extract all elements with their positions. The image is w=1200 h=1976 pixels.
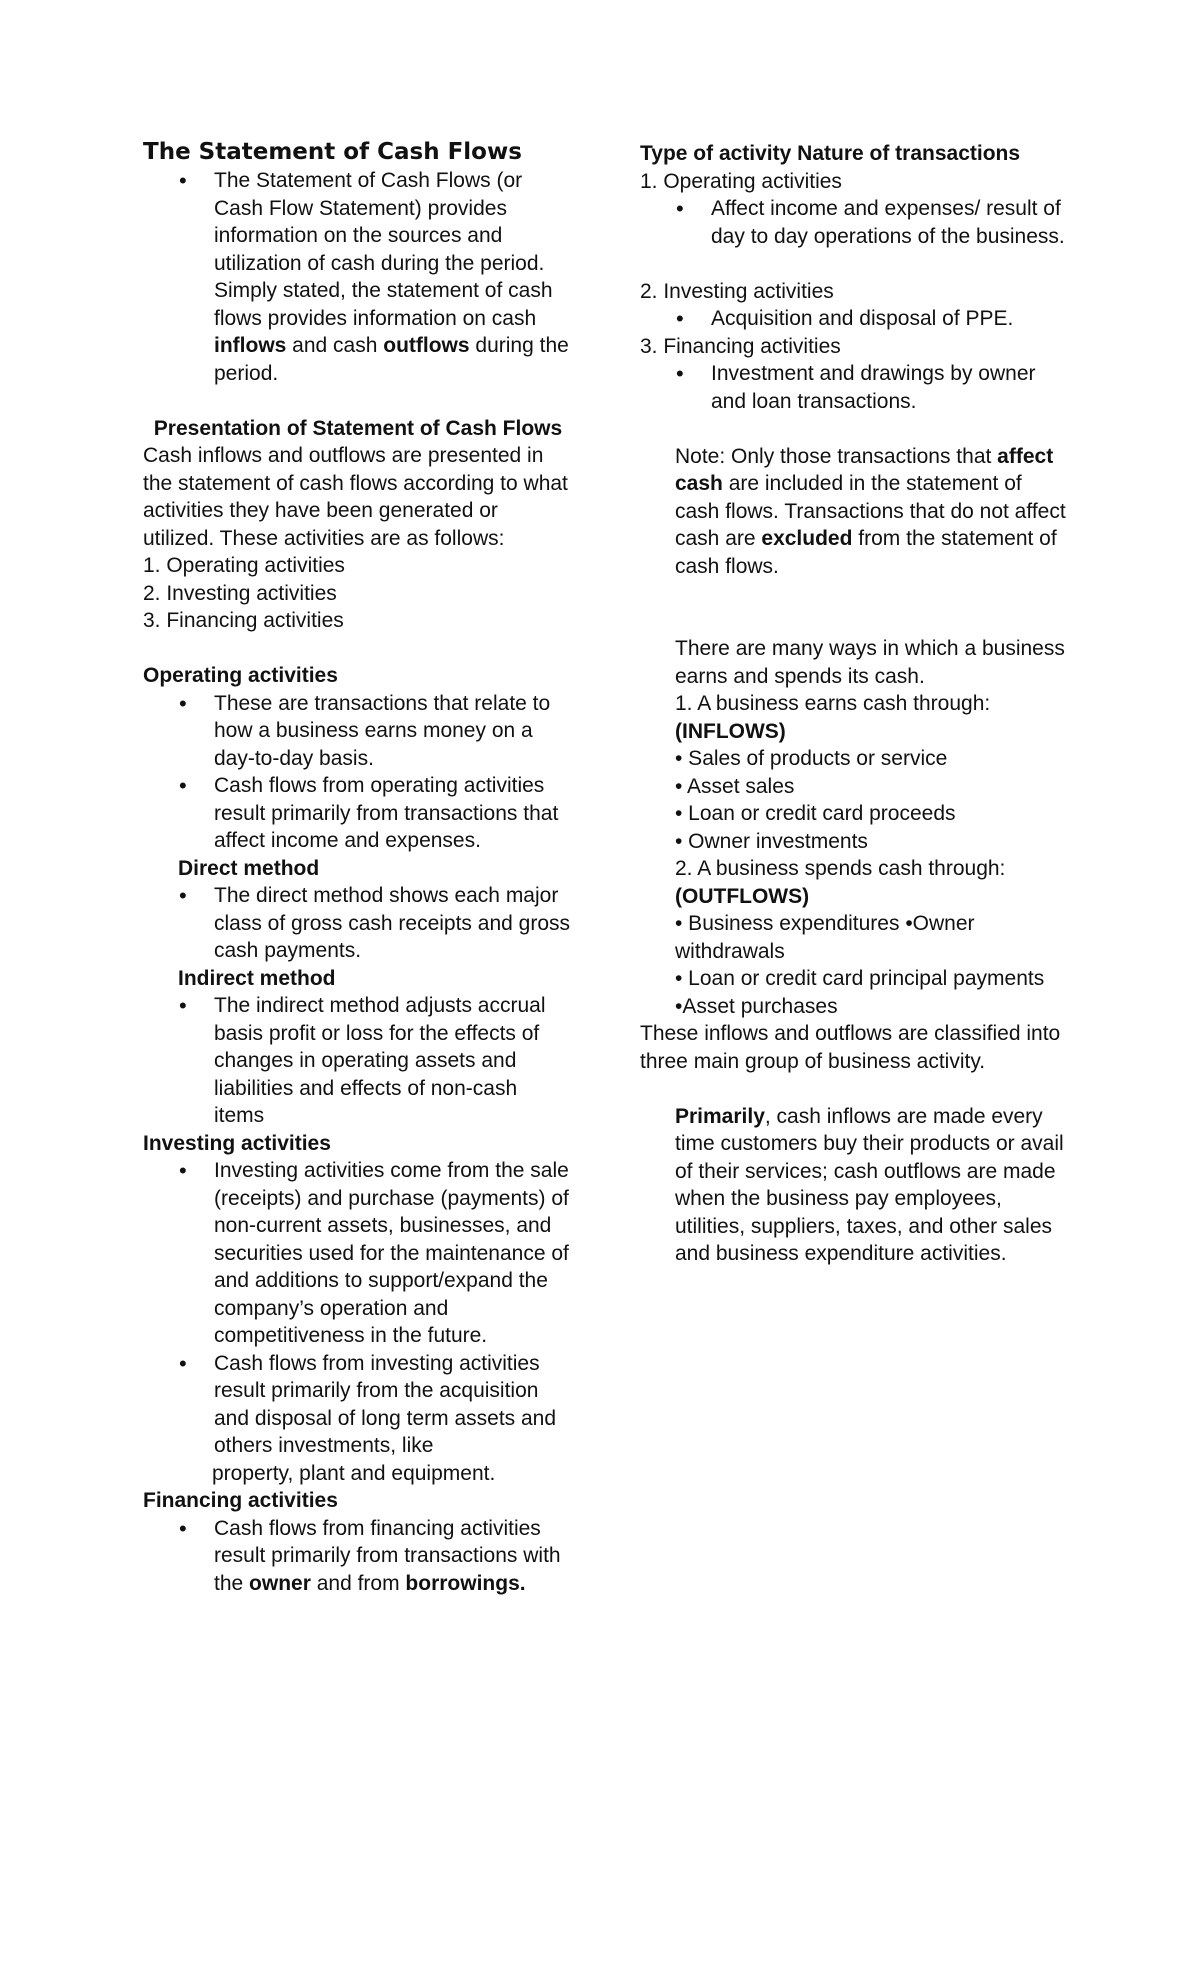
presentation-text: Cash inflows and outflows are presented in the statement of cash flows according to what activities they have been generated or utilized. These activities are as follows: — [143, 444, 568, 550]
ways-intro: There are many ways in which a business earns and spends its cash. — [675, 637, 1065, 688]
indirect-method-heading: Indirect method — [178, 966, 336, 990]
cash-ways-block — [640, 635, 1070, 1020]
operating-heading: Operating activities — [143, 664, 338, 687]
op-list — [640, 195, 1070, 250]
investing-bullet: • Investing activities come from the sale (receipts) and purchase (payments) of non-current assets, businesses, and securities used for the maintenance of and additions to support/expand the company’s operation and competitiveness in the future. — [214, 1157, 573, 1350]
note-paragraph: Note: Only those transactions that affect cash are included in the statement of cash flows. Transactions that do not affect cash are excluded from the statement of cash flows. — [675, 444, 1066, 578]
direct-bullet: • The direct method shows each major class of gross cash receipts and gross cash payments. — [214, 882, 573, 965]
financing-bullet: • Cash flows from financing activities result primarily from transactions with the owner and from borrowings. — [214, 1515, 573, 1598]
type-of-activity-heading: Type of activity Nature of transactions — [640, 142, 1021, 165]
direct-method-heading: Direct method — [178, 856, 320, 880]
activities-item-2: 2. Investing activities — [143, 581, 337, 605]
operating-bullet: • These are transactions that relate to how a business earns money on a day-to-day basis. — [214, 690, 573, 773]
operating-label: 1. Operating activities — [640, 169, 842, 193]
financing-label: 3. Financing activities — [640, 334, 841, 358]
left-column — [143, 140, 573, 1597]
indirect-bullet: • The indirect method adjusts accrual basis profit or loss for the effects of changes in operating assets and liabilities and effects of non-cash items — [214, 992, 573, 1130]
outflow-item: • Loan or credit card principal payments — [675, 967, 1045, 990]
inv-bullet: • Acquisition and disposal of PPE. — [711, 305, 1070, 333]
outflow-item: •Asset purchases — [675, 994, 838, 1018]
investing-list — [143, 1157, 573, 1460]
presentation-heading: Presentation of Statement of Cash Flows — [153, 416, 563, 440]
indirect-list — [143, 992, 573, 1130]
operating-list — [143, 690, 573, 855]
financing-list — [143, 1515, 573, 1598]
spends-label: 2. A business spends cash through: — [675, 857, 1006, 880]
intro-bullet: • The Statement of Cash Flows (or Cash Flow Statement) provides information on the sources and utilization of cash during the period. Simply stated, the statement of cash flows provides information on cash inflows and cash outflows during the period. — [214, 167, 573, 387]
primarily-paragraph: Primarily, cash inflows are made every time customers buy their products or avail of their services; cash outflows are made when the business pay employees, utilities, suppliers, taxes, and other sales and business expenditure activities. — [675, 1104, 1064, 1265]
intro-list — [143, 167, 573, 387]
outflows-label: (OUTFLOWS) — [675, 884, 810, 908]
activities-item-3: 3. Financing activities — [143, 609, 344, 632]
financing-heading: Financing activities — [143, 1489, 338, 1512]
right-column — [640, 140, 1070, 1268]
investing-heading: Investing activities — [143, 1131, 331, 1155]
direct-list — [143, 882, 573, 965]
fin-bullet: • Investment and drawings by owner and loan transactions. — [711, 360, 1070, 415]
activities-item-1: 1. Operating activities — [143, 554, 345, 577]
investing-tail: property, plant and equipment. — [212, 1461, 496, 1485]
outflow-item: • Business expenditures •Owner withdrawals — [675, 912, 975, 963]
inflow-item: • Sales of products or service — [675, 747, 948, 770]
op-bullet: • Affect income and expenses/ result of day to day operations of the business. — [711, 195, 1070, 250]
inflow-item: • Loan or credit card proceeds — [675, 802, 956, 825]
inflow-item: • Asset sales — [675, 774, 795, 798]
investing-bullet: • Cash flows from investing activities result primarily from the acquisition and disposal of long term assets and others investments, like — [214, 1350, 573, 1460]
inv-list — [640, 305, 1070, 333]
earns-label: 1. A business earns cash through: — [675, 692, 991, 715]
fin-list — [640, 360, 1070, 415]
investing-label: 2. Investing activities — [640, 279, 834, 303]
inflow-item: • Owner investments — [675, 829, 868, 853]
document-title: The Statement of Cash Flows — [143, 139, 522, 165]
operating-bullet: • Cash flows from operating activities result primarily from transactions that affect income and expenses. — [214, 772, 573, 855]
classified-text: These inflows and outflows are classified into three main group of business activity. — [640, 1022, 1061, 1073]
inflows-label: (INFLOWS) — [675, 719, 786, 743]
